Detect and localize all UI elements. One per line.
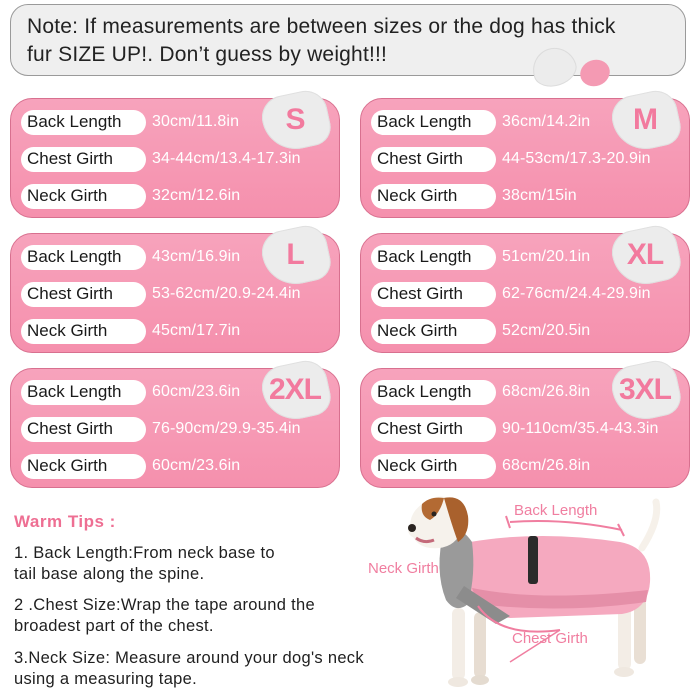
size-card-l <box>10 233 340 353</box>
chest-girth-value: 90-110cm/35.4-43.3in <box>502 420 659 437</box>
back-length-row <box>371 244 590 270</box>
tip-line: 2 .Chest Size:Wrap the tape around the <box>14 596 315 614</box>
tip-line: using a measuring tape. <box>14 670 198 688</box>
neck-girth-row <box>21 183 240 209</box>
neck-girth-value: 45cm/17.7in <box>152 322 241 339</box>
chest-girth-label: Chest Girth <box>21 417 146 442</box>
size-label: XL <box>626 238 664 271</box>
back-length-row <box>21 379 240 405</box>
chest-girth-row <box>21 146 301 172</box>
neck-girth-row <box>371 183 577 209</box>
size-card-2xl <box>10 368 340 488</box>
note-line-1: Note: If measurements are between sizes or the dog has thick <box>27 15 616 38</box>
tip-back-length <box>14 543 275 585</box>
tip-line: 3.Neck Size: Measure around your dog's neck <box>14 649 364 667</box>
note-line-2: fur SIZE UP!. Don’t guess by weight!!! <box>27 43 388 66</box>
chest-girth-label: Chest Girth <box>21 147 146 172</box>
tip-line: 1. Back Length:From neck base to <box>14 544 275 562</box>
diagram-chest-girth-label: Chest Girth <box>512 630 588 647</box>
back-length-value: 60cm/23.6in <box>152 383 241 400</box>
chest-girth-value: 34-44cm/13.4-17.3in <box>152 150 301 167</box>
back-length-row <box>21 244 240 270</box>
neck-girth-row <box>371 318 590 344</box>
back-length-row <box>371 109 590 135</box>
back-length-row <box>21 109 239 135</box>
size-label: L <box>286 238 304 271</box>
chest-girth-row <box>21 281 301 307</box>
tip-neck-size <box>14 648 364 690</box>
chest-girth-label: Chest Girth <box>371 147 496 172</box>
dog-measurement-diagram <box>360 490 700 700</box>
tip-line: tail base along the spine. <box>14 565 205 583</box>
neck-girth-row <box>21 453 240 479</box>
chest-girth-row <box>371 416 658 442</box>
back-length-label: Back Length <box>21 380 146 405</box>
neck-girth-label: Neck Girth <box>371 454 496 479</box>
size-card-xl <box>360 233 690 353</box>
chest-girth-value: 53-62cm/20.9-24.4in <box>152 285 301 302</box>
chest-girth-row <box>371 146 651 172</box>
back-length-label: Back Length <box>371 380 496 405</box>
size-card-m <box>360 98 690 218</box>
chest-girth-label: Chest Girth <box>371 417 496 442</box>
neck-girth-label: Neck Girth <box>21 184 146 209</box>
size-label: 2XL <box>268 373 322 406</box>
diagram-neck-girth-label: Neck Girth <box>368 560 439 577</box>
back-length-value: 51cm/20.1in <box>502 248 591 265</box>
back-length-label: Back Length <box>371 245 496 270</box>
neck-girth-value: 32cm/12.6in <box>152 187 241 204</box>
neck-girth-value: 38cm/15in <box>502 187 577 204</box>
neck-girth-value: 60cm/23.6in <box>152 457 241 474</box>
back-length-label: Back Length <box>21 245 146 270</box>
tip-line: broadest part of the chest. <box>14 617 214 635</box>
back-length-label: Back Length <box>371 110 496 135</box>
size-label: S <box>285 103 305 136</box>
size-card-3xl <box>360 368 690 488</box>
back-length-value: 36cm/14.2in <box>502 113 591 130</box>
back-length-value: 43cm/16.9in <box>152 248 241 265</box>
chest-girth-label: Chest Girth <box>371 282 496 307</box>
neck-girth-label: Neck Girth <box>371 184 496 209</box>
neck-girth-row <box>21 318 240 344</box>
back-length-row <box>371 379 590 405</box>
tip-chest-size <box>14 595 315 637</box>
neck-girth-label: Neck Girth <box>21 454 146 479</box>
chest-girth-value: 76-90cm/29.9-35.4in <box>152 420 301 437</box>
size-card-s <box>10 98 340 218</box>
neck-girth-row <box>371 453 590 479</box>
size-label: M <box>633 103 657 136</box>
diagram-back-length-label: Back Length <box>514 502 598 519</box>
neck-girth-value: 68cm/26.8in <box>502 457 591 474</box>
warm-tips-title: Warm Tips : <box>14 512 116 531</box>
chest-girth-row <box>371 281 651 307</box>
neck-girth-value: 52cm/20.5in <box>502 322 591 339</box>
back-length-value: 30cm/11.8in <box>152 113 240 130</box>
back-length-label: Back Length <box>21 110 146 135</box>
chest-girth-row <box>21 416 301 442</box>
chest-girth-value: 62-76cm/24.4-29.9in <box>502 285 651 302</box>
size-label: 3XL <box>618 373 672 406</box>
neck-girth-label: Neck Girth <box>21 319 146 344</box>
chest-girth-label: Chest Girth <box>21 282 146 307</box>
back-length-value: 68cm/26.8in <box>502 383 591 400</box>
dog-illustration <box>360 490 700 700</box>
neck-girth-label: Neck Girth <box>371 319 496 344</box>
chest-girth-value: 44-53cm/17.3-20.9in <box>502 150 651 167</box>
